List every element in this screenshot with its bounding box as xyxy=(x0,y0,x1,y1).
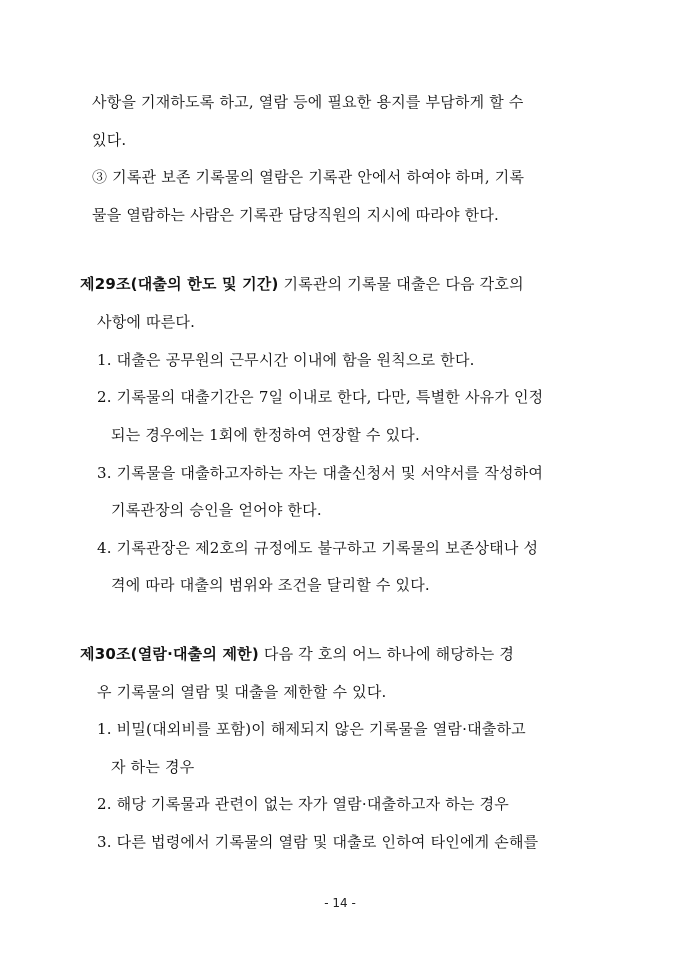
list-item: 2. 해당 기록물과 관련이 없는 자가 열람·대출하고자 하는 경우 xyxy=(97,795,509,813)
list-item-continuation: 격에 따라 대출의 범위와 조건을 달리할 수 있다. xyxy=(111,576,430,594)
article-29-heading xyxy=(80,274,524,294)
article-29-title: 제29조(대출의 한도 및 기간) xyxy=(80,275,279,293)
list-item: 3. 다른 법령에서 기록물의 열람 및 대출로 인하여 타인에게 손해를 xyxy=(97,833,539,851)
article-30-intro: 다음 각 호의 어느 하나에 해당하는 경 xyxy=(258,645,515,663)
page-number: - 14 - xyxy=(324,896,356,910)
list-item-continuation: 되는 경우에는 1회에 한정하여 연장할 수 있다. xyxy=(111,426,420,444)
list-item-continuation: 자 하는 경우 xyxy=(111,758,195,776)
paragraph-line: 우 기록물의 열람 및 대출을 제한할 수 있다. xyxy=(97,683,387,701)
paragraph-line: 있다. xyxy=(92,131,127,149)
list-item: 1. 대출은 공무원의 근무시간 이내에 함을 원칙으로 한다. xyxy=(97,351,475,369)
list-item: 2. 기록물의 대출기간은 7일 이내로 한다, 다만, 특별한 사유가 인정 xyxy=(97,388,544,406)
paragraph-line: 물을 열람하는 사람은 기록관 담당직원의 지시에 따라야 한다. xyxy=(92,206,499,224)
paragraph-line: 사항에 따른다. xyxy=(97,313,196,331)
paragraph-line: ③ 기록관 보존 기록물의 열람은 기록관 안에서 하여야 하며, 기록 xyxy=(92,168,525,186)
list-item-continuation: 기록관장의 승인을 얻어야 한다. xyxy=(111,501,322,519)
article-29-intro: 기록관의 기록물 대출은 다음 각호의 xyxy=(278,275,524,293)
article-30-title: 제30조(열람·대출의 제한) xyxy=(80,645,259,663)
list-item: 3. 기록물을 대출하고자하는 자는 대출신청서 및 서약서를 작성하여 xyxy=(97,464,544,482)
article-30-heading xyxy=(80,644,514,664)
list-item: 4. 기록관장은 제2호의 규정에도 불구하고 기록물의 보존상태나 성 xyxy=(97,539,539,557)
paragraph-line: 사항을 기재하도록 하고, 열람 등에 필요한 용지를 부담하게 할 수 xyxy=(92,93,524,111)
list-item: 1. 비밀(대외비를 포함)이 해제되지 않은 기록물을 열람·대출하고 xyxy=(97,720,526,738)
